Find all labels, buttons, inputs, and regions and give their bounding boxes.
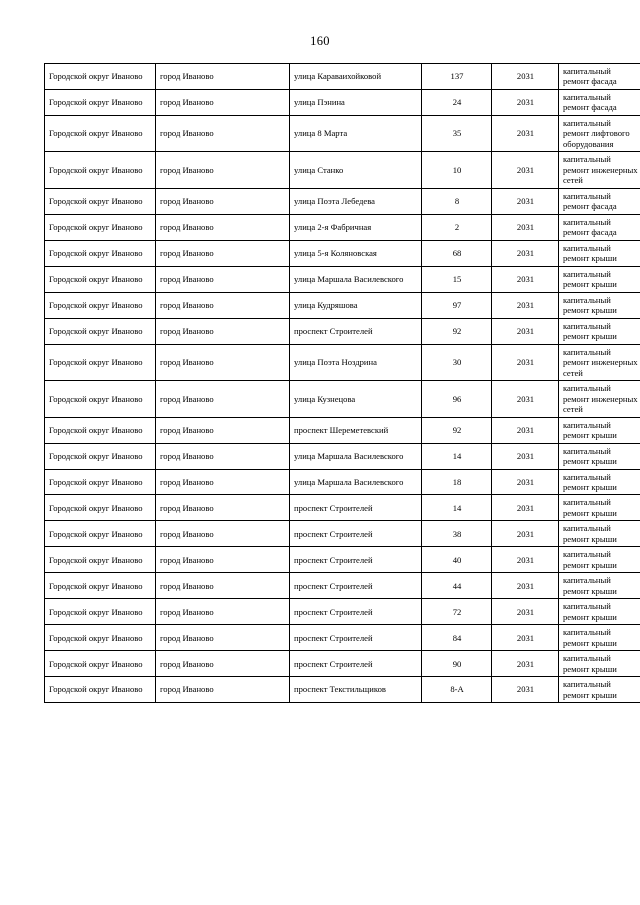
table-row: [45, 521, 640, 547]
cell-municipality: Городской округ Иваново: [45, 64, 156, 90]
cell-work-type: капитальный ремонт инженерных сетей: [559, 152, 640, 188]
cell-municipality: Городской округ Иваново: [45, 266, 156, 292]
cell-house-number: 2: [422, 214, 492, 240]
cell-municipality: Городской округ Иваново: [45, 318, 156, 344]
cell-street: улица 2-я Фабричная: [290, 214, 422, 240]
cell-house-number: 84: [422, 625, 492, 651]
cell-year: 2031: [492, 292, 559, 318]
table-row: [45, 599, 640, 625]
cell-street: улица Поэта Ноздрина: [290, 344, 422, 380]
cell-municipality: Городской округ Иваново: [45, 115, 156, 151]
cell-street: проспект Текстильщиков: [290, 677, 422, 703]
cell-work-type: капитальный ремонт крыши: [559, 443, 640, 469]
cell-work-type: капитальный ремонт крыши: [559, 547, 640, 573]
table-row: [45, 443, 640, 469]
table-row: [45, 240, 640, 266]
cell-settlement: город Иваново: [156, 625, 290, 651]
table-row: [45, 573, 640, 599]
cell-work-type: капитальный ремонт фасада: [559, 64, 640, 90]
table-row: [45, 89, 640, 115]
cell-work-type: капитальный ремонт крыши: [559, 469, 640, 495]
cell-year: 2031: [492, 115, 559, 151]
cell-work-type: капитальный ремонт фасада: [559, 89, 640, 115]
cell-settlement: город Иваново: [156, 495, 290, 521]
cell-work-type: капитальный ремонт крыши: [559, 677, 640, 703]
cell-year: 2031: [492, 495, 559, 521]
cell-municipality: Городской округ Иваново: [45, 573, 156, 599]
cell-house-number: 97: [422, 292, 492, 318]
table-row: [45, 318, 640, 344]
cell-house-number: 137: [422, 64, 492, 90]
cell-work-type: капитальный ремонт крыши: [559, 240, 640, 266]
cell-house-number: 38: [422, 521, 492, 547]
cell-settlement: город Иваново: [156, 443, 290, 469]
cell-municipality: Городской округ Иваново: [45, 188, 156, 214]
cell-street: улица Кузнецова: [290, 381, 422, 417]
cell-settlement: город Иваново: [156, 573, 290, 599]
table-body: [45, 64, 640, 703]
cell-municipality: Городской округ Иваново: [45, 521, 156, 547]
cell-year: 2031: [492, 599, 559, 625]
cell-street: улица 8 Марта: [290, 115, 422, 151]
cell-work-type: капитальный ремонт инженерных сетей: [559, 344, 640, 380]
cell-year: 2031: [492, 677, 559, 703]
cell-year: 2031: [492, 547, 559, 573]
cell-year: 2031: [492, 625, 559, 651]
cell-work-type: капитальный ремонт крыши: [559, 266, 640, 292]
cell-settlement: город Иваново: [156, 64, 290, 90]
cell-house-number: 24: [422, 89, 492, 115]
cell-year: 2031: [492, 89, 559, 115]
cell-house-number: 35: [422, 115, 492, 151]
cell-work-type: капитальный ремонт крыши: [559, 495, 640, 521]
cell-house-number: 30: [422, 344, 492, 380]
table-container: [0, 63, 640, 703]
cell-settlement: город Иваново: [156, 599, 290, 625]
cell-street: улица Караваихойковой: [290, 64, 422, 90]
table-row: [45, 495, 640, 521]
table-row: [45, 266, 640, 292]
cell-settlement: город Иваново: [156, 651, 290, 677]
cell-work-type: капитальный ремонт инженерных сетей: [559, 381, 640, 417]
cell-house-number: 44: [422, 573, 492, 599]
cell-year: 2031: [492, 266, 559, 292]
table-row: [45, 344, 640, 380]
cell-work-type: капитальный ремонт фасада: [559, 214, 640, 240]
cell-house-number: 92: [422, 318, 492, 344]
cell-house-number: 10: [422, 152, 492, 188]
cell-street: улица Маршала Василевского: [290, 469, 422, 495]
cell-year: 2031: [492, 318, 559, 344]
cell-house-number: 18: [422, 469, 492, 495]
cell-municipality: Городской округ Иваново: [45, 417, 156, 443]
cell-work-type: капитальный ремонт крыши: [559, 573, 640, 599]
table-row: [45, 188, 640, 214]
cell-street: улица Пэнина: [290, 89, 422, 115]
cell-settlement: город Иваново: [156, 677, 290, 703]
cell-year: 2031: [492, 344, 559, 380]
cell-work-type: капитальный ремонт крыши: [559, 318, 640, 344]
cell-year: 2031: [492, 381, 559, 417]
cell-year: 2031: [492, 64, 559, 90]
cell-settlement: город Иваново: [156, 89, 290, 115]
cell-year: 2031: [492, 521, 559, 547]
cell-house-number: 14: [422, 443, 492, 469]
table-row: [45, 381, 640, 417]
cell-settlement: город Иваново: [156, 214, 290, 240]
cell-street: проспект Строителей: [290, 547, 422, 573]
cell-municipality: Городской округ Иваново: [45, 152, 156, 188]
cell-settlement: город Иваново: [156, 521, 290, 547]
cell-street: проспект Строителей: [290, 651, 422, 677]
cell-street: улица Кудряшова: [290, 292, 422, 318]
table-row: [45, 677, 640, 703]
cell-year: 2031: [492, 417, 559, 443]
cell-street: проспект Строителей: [290, 318, 422, 344]
cell-work-type: капитальный ремонт крыши: [559, 651, 640, 677]
table-row: [45, 115, 640, 151]
cell-house-number: 8: [422, 188, 492, 214]
cell-settlement: город Иваново: [156, 188, 290, 214]
table-row: [45, 152, 640, 188]
cell-year: 2031: [492, 152, 559, 188]
cell-municipality: Городской округ Иваново: [45, 344, 156, 380]
cell-year: 2031: [492, 214, 559, 240]
cell-year: 2031: [492, 188, 559, 214]
cell-municipality: Городской округ Иваново: [45, 677, 156, 703]
cell-municipality: Городской округ Иваново: [45, 495, 156, 521]
table-row: [45, 625, 640, 651]
cell-street: проспект Строителей: [290, 625, 422, 651]
cell-street: улица Поэта Лебедева: [290, 188, 422, 214]
page-number: 160: [310, 34, 330, 48]
cell-house-number: 8-А: [422, 677, 492, 703]
cell-municipality: Городской округ Иваново: [45, 381, 156, 417]
cell-street: улица Маршала Василевского: [290, 443, 422, 469]
cell-settlement: город Иваново: [156, 318, 290, 344]
cell-settlement: город Иваново: [156, 344, 290, 380]
cell-settlement: город Иваново: [156, 115, 290, 151]
cell-work-type: капитальный ремонт лифтового оборудования: [559, 115, 640, 151]
cell-house-number: 90: [422, 651, 492, 677]
cell-settlement: город Иваново: [156, 152, 290, 188]
cell-municipality: Городской округ Иваново: [45, 547, 156, 573]
cell-municipality: Городской округ Иваново: [45, 240, 156, 266]
cell-street: улица Маршала Василевского: [290, 266, 422, 292]
cell-street: улица Станко: [290, 152, 422, 188]
cell-street: проспект Шереметевский: [290, 417, 422, 443]
cell-year: 2031: [492, 573, 559, 599]
cell-municipality: Городской округ Иваново: [45, 651, 156, 677]
cell-work-type: капитальный ремонт крыши: [559, 521, 640, 547]
table-row: [45, 469, 640, 495]
table-row: [45, 292, 640, 318]
cell-settlement: город Иваново: [156, 292, 290, 318]
cell-year: 2031: [492, 443, 559, 469]
cell-municipality: Городской округ Иваново: [45, 625, 156, 651]
cell-year: 2031: [492, 469, 559, 495]
cell-street: проспект Строителей: [290, 599, 422, 625]
cell-municipality: Городской округ Иваново: [45, 89, 156, 115]
cell-street: проспект Строителей: [290, 521, 422, 547]
cell-work-type: капитальный ремонт крыши: [559, 417, 640, 443]
cell-work-type: капитальный ремонт крыши: [559, 599, 640, 625]
cell-settlement: город Иваново: [156, 417, 290, 443]
cell-municipality: Городской округ Иваново: [45, 292, 156, 318]
cell-settlement: город Иваново: [156, 469, 290, 495]
cell-house-number: 68: [422, 240, 492, 266]
cell-street: проспект Строителей: [290, 573, 422, 599]
cell-municipality: Городской округ Иваново: [45, 443, 156, 469]
cell-house-number: 92: [422, 417, 492, 443]
capital-repair-table: [44, 63, 640, 703]
cell-street: улица 5-я Коляновская: [290, 240, 422, 266]
cell-municipality: Городской округ Иваново: [45, 469, 156, 495]
cell-year: 2031: [492, 651, 559, 677]
cell-settlement: город Иваново: [156, 266, 290, 292]
cell-work-type: капитальный ремонт фасада: [559, 188, 640, 214]
cell-work-type: капитальный ремонт крыши: [559, 625, 640, 651]
cell-street: проспект Строителей: [290, 495, 422, 521]
cell-house-number: 15: [422, 266, 492, 292]
cell-house-number: 40: [422, 547, 492, 573]
table-row: [45, 547, 640, 573]
cell-house-number: 96: [422, 381, 492, 417]
cell-municipality: Городской округ Иваново: [45, 599, 156, 625]
cell-year: 2031: [492, 240, 559, 266]
cell-settlement: город Иваново: [156, 547, 290, 573]
table-row: [45, 417, 640, 443]
table-row: [45, 64, 640, 90]
table-row: [45, 651, 640, 677]
cell-municipality: Городской округ Иваново: [45, 214, 156, 240]
cell-settlement: город Иваново: [156, 240, 290, 266]
cell-house-number: 14: [422, 495, 492, 521]
table-row: [45, 214, 640, 240]
cell-settlement: город Иваново: [156, 381, 290, 417]
cell-house-number: 72: [422, 599, 492, 625]
cell-work-type: капитальный ремонт крыши: [559, 292, 640, 318]
